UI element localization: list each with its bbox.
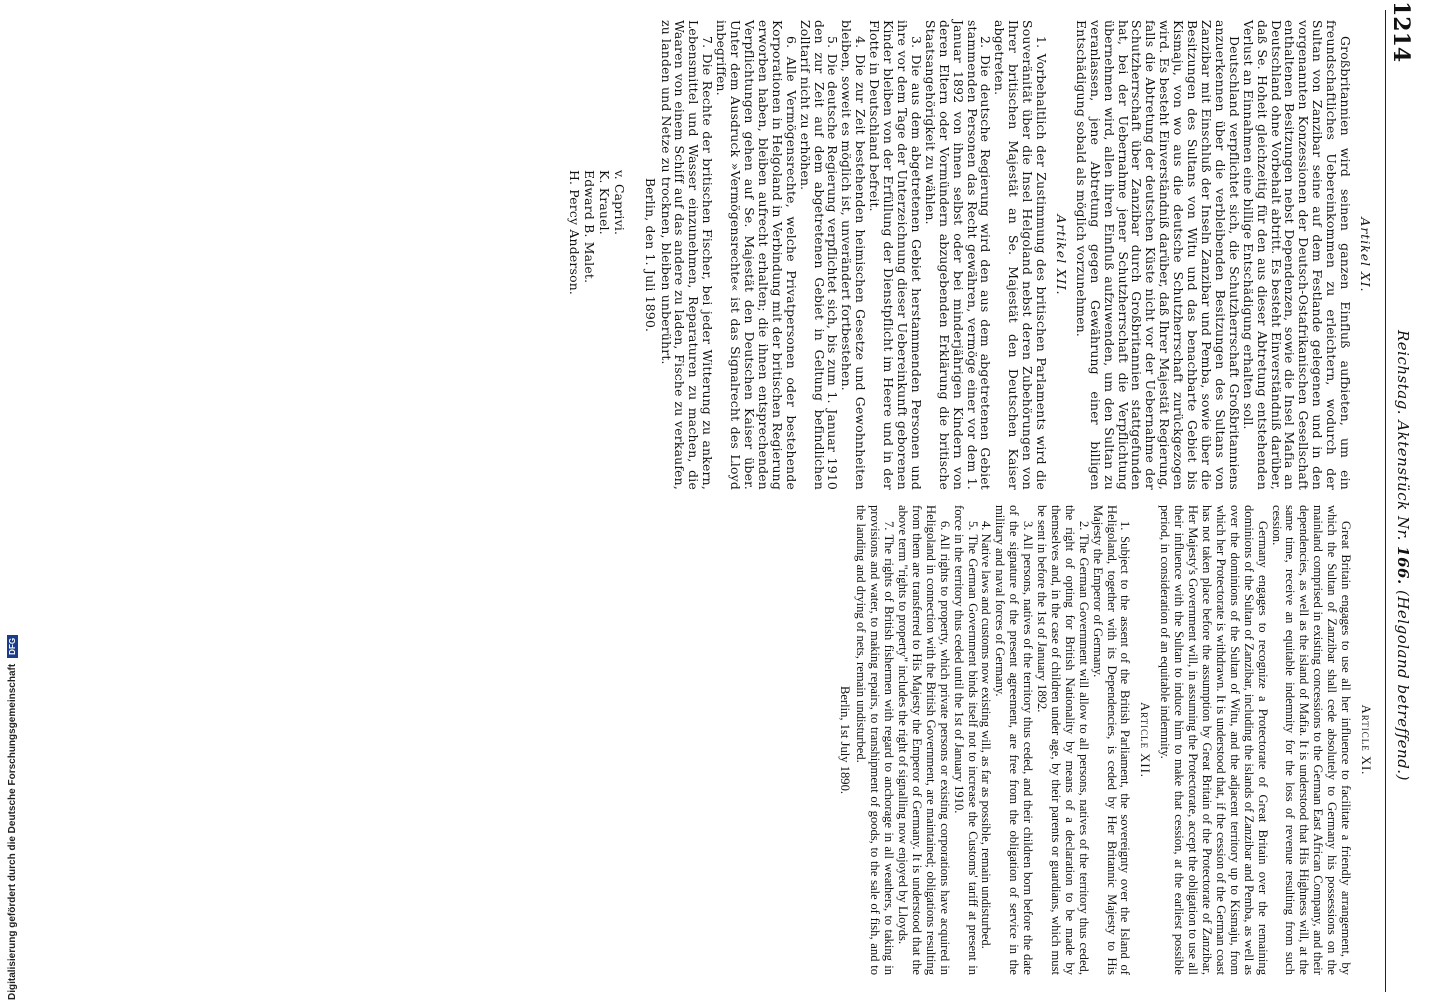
header-rule: [1385, 10, 1386, 992]
running-header: [1394, 330, 1412, 781]
english-article-12-p1: 1. Subject to the assent of the British Parliament, the sovereignty over the Island of Heligoland, together with its Dependencies, is ceded by Her Britannic Majesty to His Majesty the Emperor of Germany.: [1090, 505, 1133, 975]
english-article-11-p1: Great Britain engages to use all her influence to facilitate a friendly arrangement, by which the Sultan of Zanzibar shall cede absolutely to Germany his possessions on the mainland comprised in existing concessions to the German East African Company, and their dependencies, as well as the island of Mafia. It is understood that His Highness will, at the same time, receive an equitable indemnity for the loss of revenue resulting from such cession.: [1269, 505, 1354, 975]
english-article-12-p5: 5. The German Government binds itself not to increase the Customs' tariff at present in force in the territory thus ceded until the 1st of January 1910.: [951, 505, 980, 975]
english-article-12-p4: 4. Native laws and customs now existing will, as far as possible, remain undisturbed.: [979, 521, 994, 949]
digitization-credit: [2, 0, 22, 1006]
german-column: [567, 20, 1378, 490]
english-article-12-p7: 7. The rights of British fishermen with regard to anchorage in all weathers, to taking in provisions and water, to making repairs, to transhipment of goods, to the sale of fish, and to the landing and drying of nets, remain undisturbed.: [854, 505, 897, 975]
german-article-12-p2: 2. Die deutsche Regierung wird den aus dem abgetretenen Gebiet stammenden Personen das Recht gewähren, vermöge einer vor dem 1. Januar 1892 von ihnen selbst oder bei minderjährigen Kindern von deren Eltern oder Vormündern abzugebenden Erklärung die britische Staatsangehörigkeit zu wählen.: [922, 20, 994, 490]
signature-krauel: K. Krauel.: [596, 170, 612, 235]
english-article-12-p3: 3. All persons, natives of the territory thus ceded, and their children born before the date of the signature of the present agreement, are free from the obligation of service in the military and naval forces of Germany.: [993, 505, 1036, 975]
german-article-12-p1: 1. Vorbehaltlich der Zustimmung des britischen Parlaments wird die Souveränität über die Insel Helgoland nebst deren Zubehörungen von Ihrer britischen Majestät an Se. Majestät den Deutschen Kaiser abgetreten.: [992, 20, 1050, 490]
dfg-logo-icon: DFG: [7, 635, 18, 658]
english-article-11-title: Article XI.: [1359, 704, 1373, 776]
german-date: Berlin, den 1. Juli 1890.: [642, 177, 658, 333]
header-title: Reichstag. Aktenstück Nr.: [1394, 330, 1412, 541]
header-number: 166.: [1394, 546, 1412, 585]
german-article-12-p6: 6. Alle Vermögensrechte, welche Privatpersonen oder bestehende Korporationen in Helgoland in Verbindung mit der britischen Regierung erworben haben, bleiben aufrecht erhalten; die ihnen entsprechenden Verpflichtungen gehen auf Se. Majestät den Deutschen Kaiser über. Unter dem Ausdruck »Vermögensrechte« ist das Signalrecht des Lloyd inbegriffen.: [714, 20, 799, 490]
signature-malet: Edward B. Malet.: [581, 170, 597, 284]
page-number: 1214: [1388, 1, 1414, 63]
german-article-11-p2: Deutschland verpflichtet sich, die Schutzherrschaft Großbritanniens anzuerkennen über die verbleibenden Besitzungen des Sultans von Zanzibar mit Einschluß der Inseln Zanzibar und Pemba, sowie über die Besitzungen des Sultans von Witu und das benachbarte Gebiet bis Kismaju, von wo aus die deutsche Schutzherrschaft zurückgezogen wird. Es besteht Einverständniß darüber, daß Ihrer Majestät Regierung, falls die Abtretung der deutschen Küste nicht vor der Uebernahme der Schutzherrschaft über Zanzibar durch Großbritannien stattgefunden hat, bei der Uebernahme jener Schutzherrschaft die Verpflichtung übernehmen wird, allen ihren Einfluß aufzuwenden, um den Sultan zu veranlassen, jene Abtretung gegen Gewährung einer billigen Entschädigung sobald als möglich vorzunehmen.: [1073, 20, 1242, 490]
english-article-12-title: Article XII.: [1138, 702, 1153, 778]
header-subtitle: (Helgoland betreffend.): [1394, 590, 1412, 781]
german-article-12-p5: 5. Die deutsche Regierung verpflichtet sich, bis zum 1. Januar 1910 den zur Zeit auf dem abgetretenen Gebiet in Geltung befindlichen Zolltarif nicht zu erhöhen.: [797, 20, 841, 490]
signature-anderson: H. Percy Anderson.: [566, 170, 582, 296]
english-column: [837, 505, 1378, 975]
german-article-12-p7: 7. Die Rechte der britischen Fischer, bei jeder Witterung zu ankern, Lebensmittel und Wasser einzunehmen, Reparaturen zu machen, die Waaren von einem Schiff auf das andere zu laden, Fische zu verkaufen, zu landen und Netze zu trocknen, bleiben unberührt.: [658, 20, 716, 490]
german-article-12-p3: 3. Die aus dem abgetretenen Gebiet herstammenden Personen und ihre vor dem Tage der Unterzeichnung dieser Uebereinkunft geborenen Kinder bleiben von der Erfüllung der Dienstpflicht im Heere und in der Flotte in Deutschland befreit.: [867, 20, 924, 490]
german-article-11-p1: Großbritannien wird seinen ganzen Einfluß aufbieten, um ein freundschaftliches Uebereinkommen zu erleichtern, wodurch der Sultan von Zanzibar seine auf dem Festlande gelegenen und in den vorgenannten Konzessionen der Deutsch-Ostafrikanischen Gesellschaft enthaltenen Besitzungen nebst Dependenzen, sowie die Insel Mafia an Deutschland ohne Vorbehalt abtritt. Es besteht Einverständniß darüber, daß Se. Hoheit gleichzeitig für den aus dieser Abtretung entstehenden Verlust an Einnahmen eine billige Entschädigung erhalten soll.: [1240, 20, 1354, 490]
german-article-11-title: Artikel XI.: [1358, 217, 1373, 293]
german-article-12-p4: 4. Die zur Zeit bestehenden heimischen Gesetze und Gewohnheiten bleiben, soweit es möglich ist, unverändert fortbestehen.: [839, 20, 869, 490]
credit-text: Digitalisierung gefördert durch die Deutsche Forschungsgemeinschaft: [6, 663, 18, 1000]
english-article-12-p2: 2. The German Government will allow to all persons, natives of the territory thus ceded, the right of opting for British Nationality by means of a declaration to be made by themselves and, in the case of children under age, by their parents or guardians, which must be sent in before the 1st of January 1892.: [1035, 505, 1091, 975]
english-article-12-p6: 6. All rights to property, which private persons or existing corporations have acquired in Heligoland in connection with the British Government, are maintained; obligations resulting from them are transferred to His Majesty the Emperor of Germany. It is understood that the above term "rights to property" includes the right of signalling now enjoyed by Lloyds.: [896, 505, 952, 975]
signature-caprivi: v. Caprivi.: [611, 170, 627, 236]
german-article-12-title: Artikel XII.: [1053, 214, 1069, 296]
signatures: [567, 170, 627, 490]
english-date: Berlin, 1st July 1890.: [838, 685, 853, 795]
english-article-11-p2: Germany engages to recognize a Protectorate of Great Britain over the remaining dominions of the Sultan of Zanzibar, including the islands of Zanzibar and Pemba, as well as over the dominions of the Sultan of Witu, and the adjacent territory up to Kismaju, from which her Protectorate is withdrawn. It is understood that, if the cession of the German coast has not taken place before the assumption by Great Britain of the Protectorate of Zanzibar, Her Majesty's Government will, in assuming the Protectorate, accept the obligation to use all their influence with the Sultan to induce him to make that cession, at the earliest possible period, in consideration of an equitable indemnity.: [1158, 505, 1270, 975]
